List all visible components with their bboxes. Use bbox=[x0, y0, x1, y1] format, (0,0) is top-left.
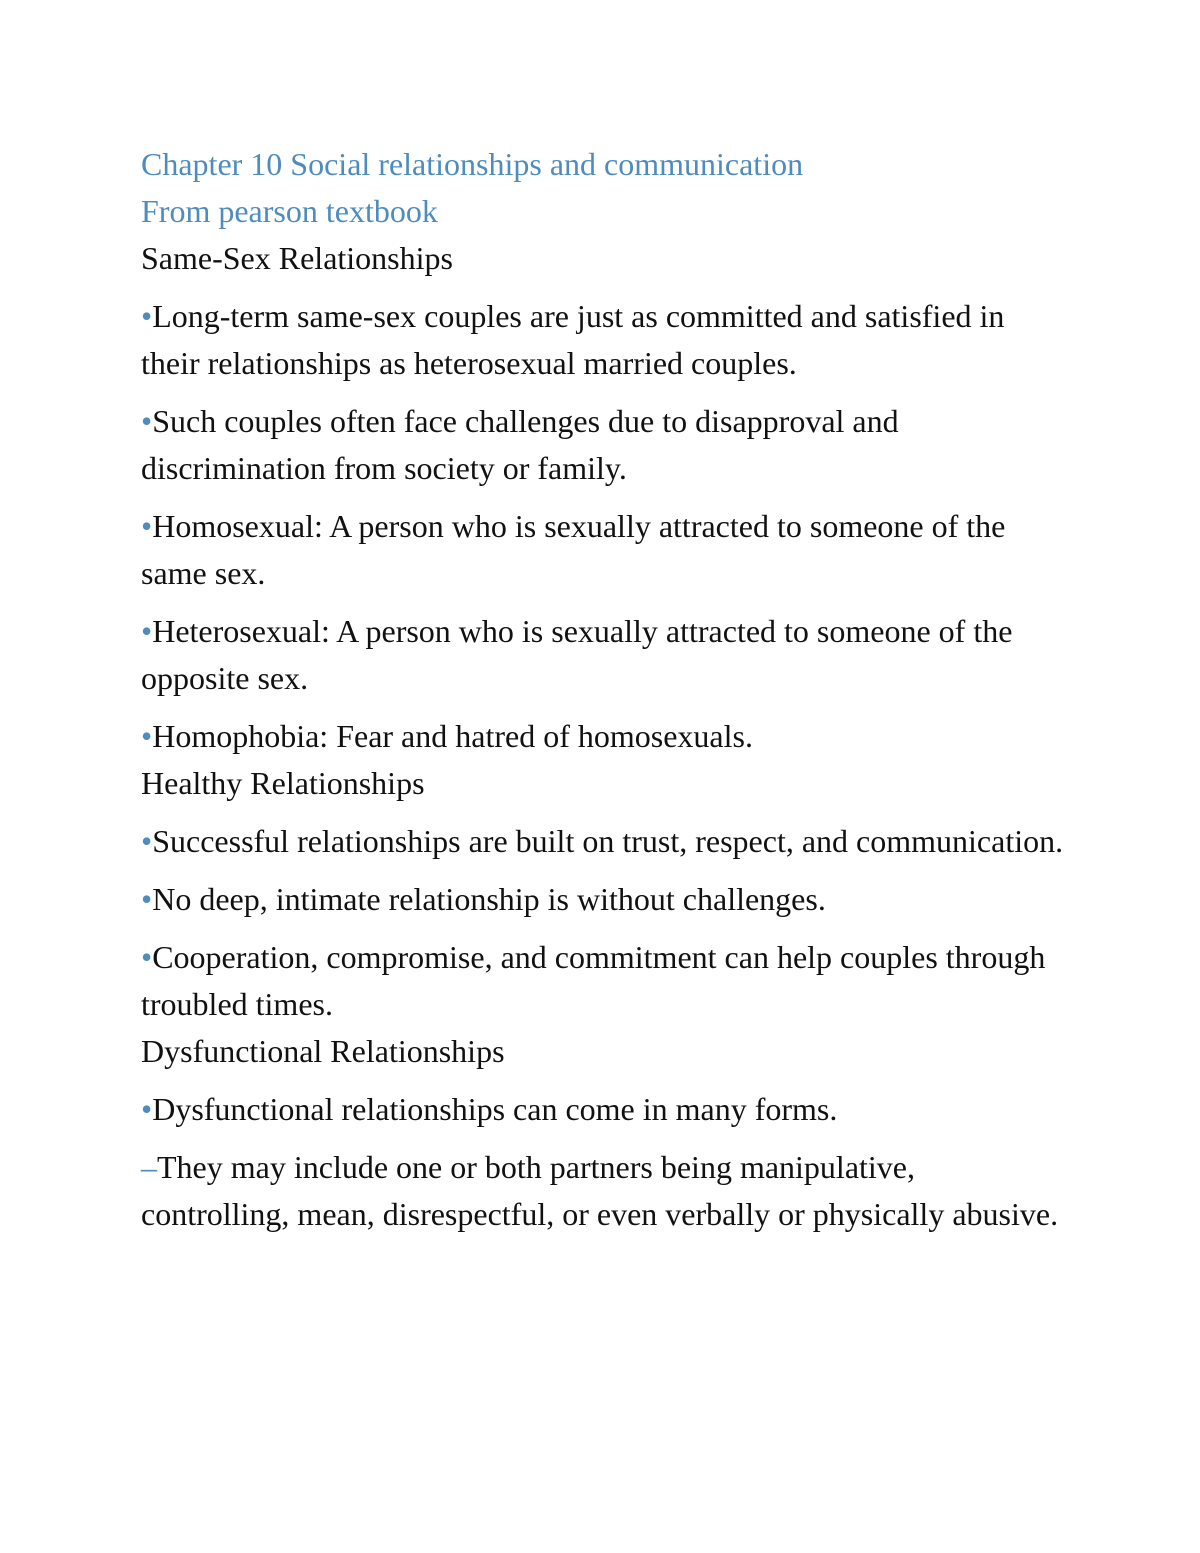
bullet-icon: • bbox=[141, 881, 153, 917]
bullet-icon: • bbox=[141, 613, 153, 649]
list-item bbox=[141, 293, 1071, 387]
list-item bbox=[141, 503, 1071, 597]
dash-icon: – bbox=[141, 1149, 157, 1185]
list-item-text: Dysfunctional relationships can come in many forms. bbox=[152, 1091, 838, 1127]
document-subtitle: From pearson textbook bbox=[141, 193, 438, 229]
list-item bbox=[141, 934, 1071, 1028]
list-item-text: No deep, intimate relationship is without challenges. bbox=[152, 881, 826, 917]
list-item-text: Successful relationships are built on trust, respect, and communication. bbox=[152, 823, 1064, 859]
bullet-icon: • bbox=[141, 298, 153, 334]
bullet-icon: • bbox=[141, 718, 153, 754]
list-item bbox=[141, 1086, 1071, 1133]
list-item bbox=[141, 398, 1071, 492]
list-item bbox=[141, 608, 1071, 702]
list-item-text: Homophobia: Fear and hatred of homosexuals. bbox=[152, 718, 753, 754]
sub-list-item-text: They may include one or both partners being manipulative, controlling, mean, disrespectful, or even verbally or physically abusive. bbox=[141, 1149, 1059, 1232]
list-item bbox=[141, 876, 1071, 923]
list-item-text: Homosexual: A person who is sexually attracted to someone of the same sex. bbox=[141, 508, 1006, 591]
list-item bbox=[141, 818, 1071, 865]
bullet-icon: • bbox=[141, 939, 153, 975]
bullet-icon: • bbox=[141, 823, 153, 859]
list-item bbox=[141, 713, 1071, 760]
document-content bbox=[141, 141, 1071, 1238]
document-title: Chapter 10 Social relationships and communication bbox=[141, 146, 804, 182]
list-item-text: Cooperation, compromise, and commitment can help couples through troubled times. bbox=[141, 939, 1046, 1022]
bullet-icon: • bbox=[141, 508, 153, 544]
bullet-icon: • bbox=[141, 403, 153, 439]
bullet-icon: • bbox=[141, 1091, 153, 1127]
section-heading-healthy: Healthy Relationships bbox=[141, 765, 425, 801]
list-item-text: Long-term same-sex couples are just as committed and satisfied in their relationships as heterosexual married couples. bbox=[141, 298, 1005, 381]
list-item-text: Heterosexual: A person who is sexually attracted to someone of the opposite sex. bbox=[141, 613, 1013, 696]
section-heading-dysfunctional: Dysfunctional Relationships bbox=[141, 1033, 505, 1069]
list-item-text: Such couples often face challenges due to disapproval and discrimination from society or family. bbox=[141, 403, 899, 486]
sub-list-item bbox=[141, 1144, 1071, 1238]
section-heading-same-sex: Same-Sex Relationships bbox=[141, 240, 453, 276]
